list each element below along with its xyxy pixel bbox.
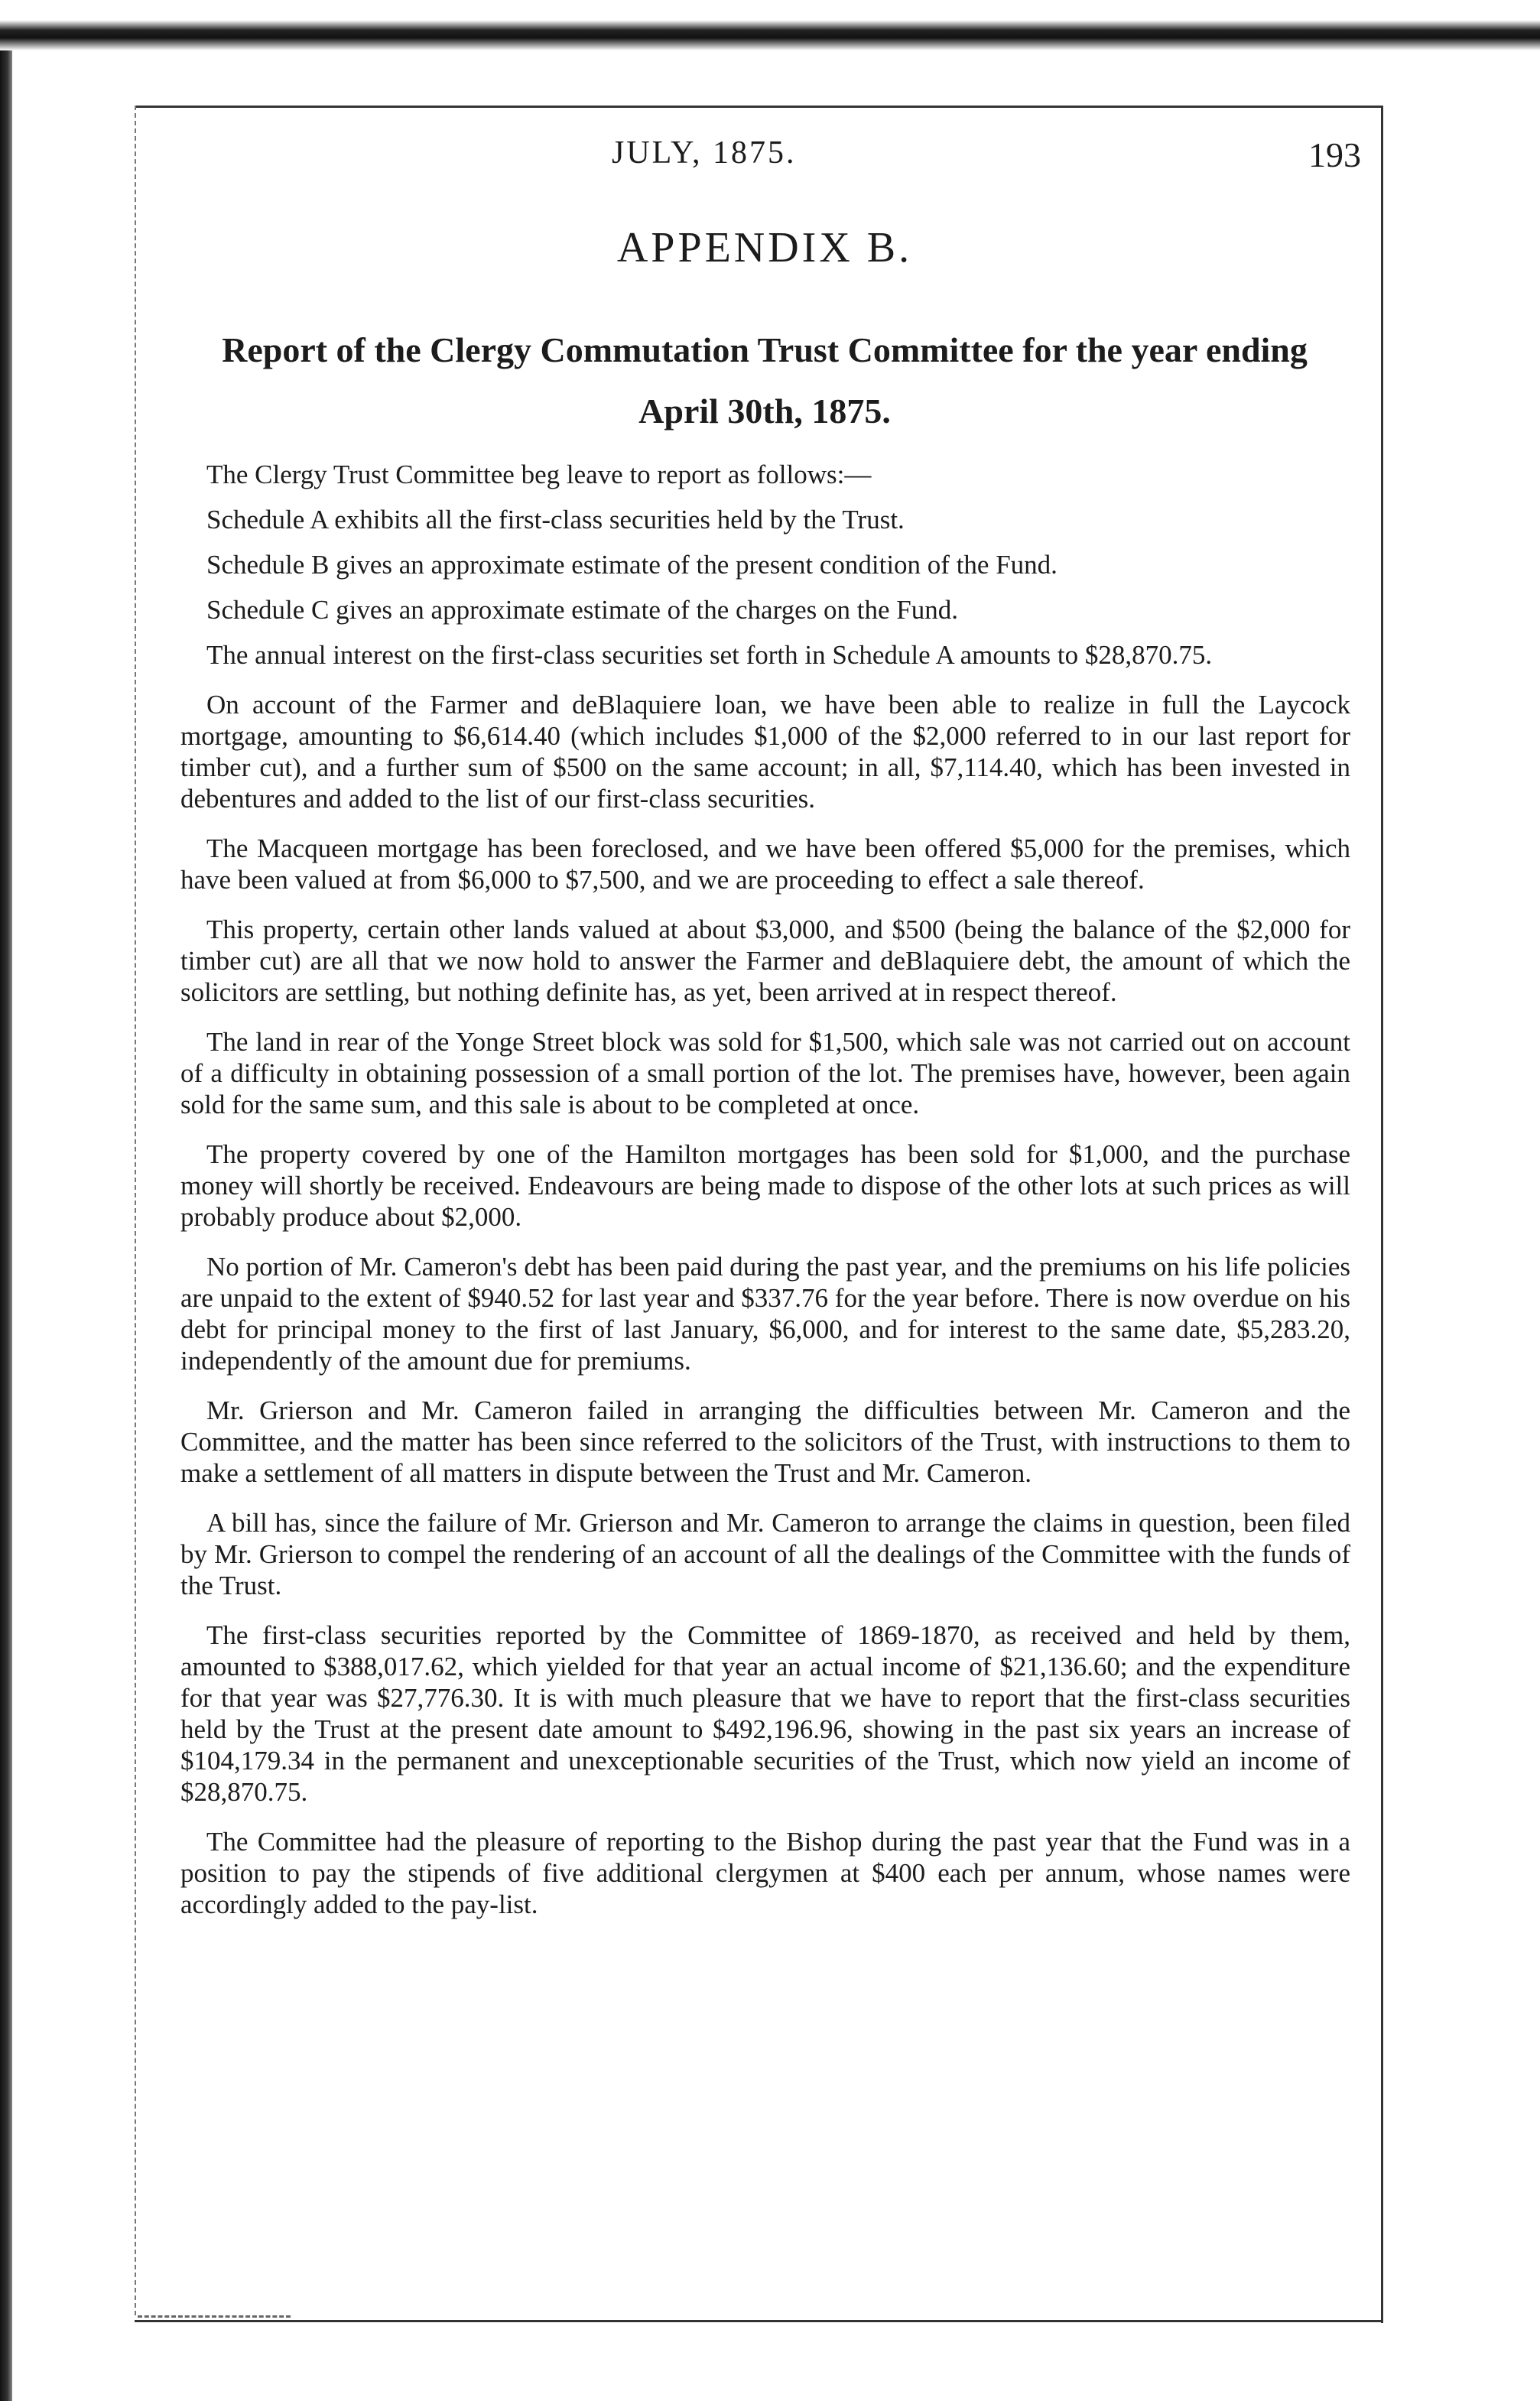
page-frame-left-rule <box>135 106 136 2315</box>
scan-binding-edge <box>0 0 12 2401</box>
page-frame-bottom-rule <box>135 2320 1381 2322</box>
footer-dashed-rule <box>138 2315 291 2318</box>
report-heading: Report of the Clergy Commutation Trust Committee for the year ending April 30th, 1875. <box>222 330 1308 430</box>
running-head <box>168 135 1361 180</box>
paragraph-grierson-cameron: Mr. Grierson and Mr. Cameron failed in arranging the difficulties between Mr. Cameron and the Committee, and the matter has been since referred to the solicitors of the Trust, with instructions to them to make a settlement of all matters in dispute between the Trust and Mr. Cameron. <box>180 1395 1350 1488</box>
page-frame-top-rule <box>135 106 1381 108</box>
page-frame-right-rule <box>1381 106 1383 2323</box>
paragraph-cameron-debt: No portion of Mr. Cameron's debt has been paid during the past year, and the premiums on his life policies are unpaid to the extent of $940.52 for last year and $337.76 for the year before. There is now overdue on his debt for principal money to the first of last January, $6,000, and for interest to the same date, $5,283.20, independently of the amount due for premiums. <box>180 1252 1350 1376</box>
paragraph-schedule-a: Schedule A exhibits all the first-class securities held by the Trust. <box>206 505 905 534</box>
appendix-title: APPENDIX B. <box>616 224 913 271</box>
paragraph-intro: The Clergy Trust Committee beg leave to report as follows:— <box>206 460 872 489</box>
report-body <box>180 459 1350 1938</box>
paragraph-farmer-deblaquiere-loan: On account of the Farmer and deBlaquiere loan, we have been able to realize in full the Laycock mortgage, amounting to $6,614.40 (which includes $1,000 of the $2,000 referred to in our last report for timber cut), and a further sum of $500 on the same account; in all, $7,114.40, which has been invested in debentures and added to the list of our first-class securities. <box>180 690 1350 814</box>
paragraph-hamilton-mortgages: The property covered by one of the Hamilton mortgages has been sold for $1,000, and the purchase money will shortly be received. Endeavours are being made to dispose of the other lots at such prices as will probably produce about $2,000. <box>180 1139 1350 1232</box>
paragraph-annual-interest: The annual interest on the first-class securities set forth in Schedule A amounts to $28,870.75. <box>206 640 1213 670</box>
paragraph-first-class-securities: The first-class securities reported by the Committee of 1869-1870, as received and held by them, amounted to $388,017.62, which yielded for that year an actual income of $21,136.60; and the expenditure for that year was $27,776.30. It is with much pleasure that we have to report that the first-class securities held by the Trust at the present date amount to $492,196.96, showing in the past six years an increase of $104,179.34 in the permanent and unexceptionable securities of the Trust, which now yield an income of $28,870.75. <box>180 1620 1350 1807</box>
paragraph-macqueen-mortgage: The Macqueen mortgage has been foreclosed, and we have been offered $5,000 for the premises, which have been valued at from $6,000 to $7,500, and we are proceeding to effect a sale thereof. <box>180 833 1350 895</box>
paragraph-yonge-street-block: The land in rear of the Yonge Street block was sold for $1,500, which sale was not carried out on account of a difficulty in obtaining possession of a small portion of the lot. The premises have, however, been again sold for the same sum, and this sale is about to be completed at once. <box>180 1027 1350 1119</box>
paragraph-additional-clergymen: The Committee had the pleasure of reporting to the Bishop during the past year that the Fund was in a position to pay the stipends of five additional clergymen at $400 each per annum, whose names were accordingly added to the pay-list. <box>180 1827 1350 1919</box>
paragraph-schedule-c: Schedule C gives an approximate estimate of the charges on the Fund. <box>206 595 958 625</box>
paragraph-schedule-b: Schedule B gives an approximate estimate of the present condition of the Fund. <box>206 550 1058 580</box>
scan-top-edge <box>0 0 1540 50</box>
page-number: 193 <box>1308 135 1361 174</box>
paragraph-bill-filed: A bill has, since the failure of Mr. Grierson and Mr. Cameron to arrange the claims in question, been filed by Mr. Grierson to compel the rendering of an account of all the dealings of the Committee with the funds of the Trust. <box>180 1508 1350 1600</box>
paragraph-remaining-property: This property, certain other lands valued at about $3,000, and $500 (being the balance of the $2,000 for timber cut) are all that we now hold to answer the Farmer and deBlaquiere debt, the amount of which the solicitors are settling, but nothing definite has, as yet, been arrived at in respect thereof. <box>180 915 1350 1007</box>
running-head-date: JULY, 1875. <box>612 135 797 171</box>
